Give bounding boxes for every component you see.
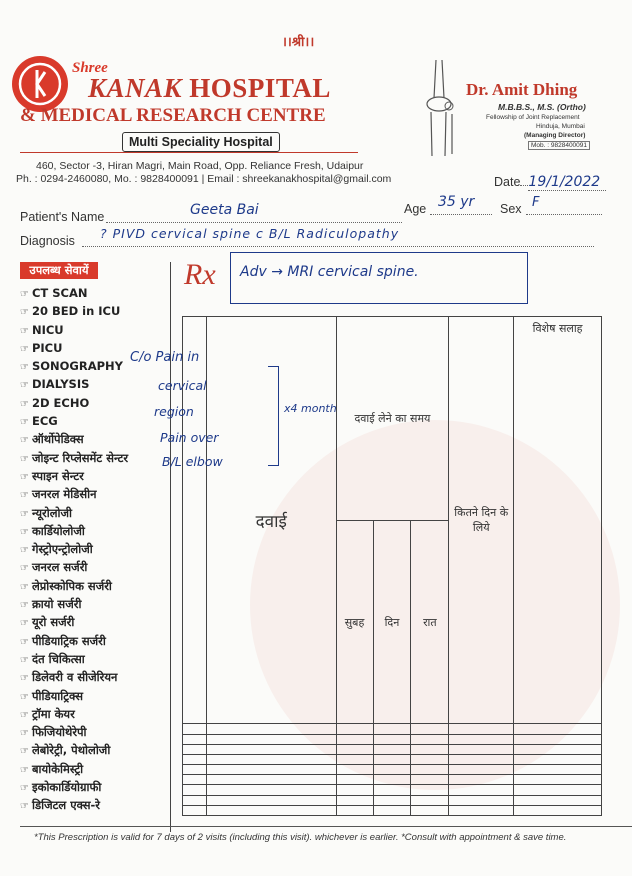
diagnosis-line [82, 246, 594, 247]
table-row [183, 724, 602, 734]
service-item [20, 577, 128, 595]
pointing-hand-icon: ☞ [20, 325, 29, 337]
service-label: क्रायो सर्जरी [31, 597, 82, 612]
table-cell [373, 734, 411, 744]
pointing-hand-icon: ☞ [20, 600, 29, 612]
shree-label: Shree [72, 60, 108, 76]
pointing-hand-icon: ☞ [20, 691, 29, 703]
table-cell [411, 805, 449, 815]
date-field [494, 174, 600, 190]
pointing-hand-icon: ☞ [20, 563, 29, 575]
table-cell [336, 785, 373, 795]
service-label: PICU [31, 340, 63, 355]
medicine-header: दवाई [206, 317, 336, 724]
service-label: पीडियाट्रिक्स [31, 688, 84, 703]
table-cell [206, 775, 336, 785]
service-label: NICU [31, 322, 64, 337]
pointing-hand-icon: ☞ [20, 618, 29, 630]
service-item [20, 284, 128, 302]
table-cell [183, 744, 207, 754]
table-cell [411, 734, 449, 744]
advice-text: Adv → MRI cervical spine. [240, 264, 419, 280]
service-label: स्पाइन सेन्टर [31, 468, 84, 483]
table-cell [449, 805, 514, 815]
service-item [20, 375, 128, 393]
table-cell [449, 785, 514, 795]
date-underline [528, 190, 606, 191]
table-cell [206, 744, 336, 754]
service-label: DIALYSIS [31, 377, 90, 392]
service-item [20, 357, 128, 375]
pointing-hand-icon: ☞ [20, 307, 29, 319]
service-item [20, 723, 128, 741]
doctor-fellowship: Fellowship of Joint Replacement [486, 114, 580, 121]
pointing-hand-icon: ☞ [20, 398, 29, 410]
service-item [20, 595, 128, 613]
table-cell [514, 744, 602, 754]
table-cell [183, 805, 207, 815]
pointing-hand-icon: ☞ [20, 746, 29, 758]
service-label: 20 BED in ICU [31, 304, 121, 319]
table-cell [411, 775, 449, 785]
table-cell [514, 805, 602, 815]
pointing-hand-icon: ☞ [20, 362, 29, 374]
table-cell [206, 805, 336, 815]
pointing-hand-icon: ☞ [20, 709, 29, 721]
medicine-table [182, 316, 602, 816]
pointing-hand-icon: ☞ [20, 654, 29, 666]
table-cell [183, 775, 207, 785]
pointing-hand-icon: ☞ [20, 471, 29, 483]
table-cell [206, 734, 336, 744]
sex-value: F [532, 195, 540, 210]
table-cell [336, 744, 373, 754]
service-item [20, 796, 128, 814]
hospital-name [88, 73, 331, 104]
pointing-hand-icon: ☞ [20, 636, 29, 648]
service-item [20, 449, 128, 467]
age-line [430, 214, 492, 215]
table-cell [336, 765, 373, 775]
service-item [20, 650, 128, 668]
rx-symbol: Rx [184, 258, 216, 291]
service-label: बायोकेमिस्ट्री [31, 761, 84, 776]
table-cell [373, 754, 411, 764]
pointing-hand-icon: ☞ [20, 453, 29, 465]
footer-note: *This Prescription is valid for 7 days of 2 visits (including this visit). whichever is earlier. *Consult with appointment & save time. [34, 832, 567, 843]
date-label: Date [494, 175, 521, 189]
complaint-line-2: cervical [158, 378, 207, 393]
service-item [20, 339, 128, 357]
table-row [183, 795, 602, 805]
table-cell [449, 765, 514, 775]
service-item [20, 412, 128, 430]
table-cell [373, 785, 411, 795]
table-cell [514, 795, 602, 805]
service-item [20, 613, 128, 631]
service-label: न्यूरोलोजी [31, 505, 72, 520]
service-item [20, 430, 128, 448]
logo-k-icon [12, 56, 68, 112]
table-cell [183, 765, 207, 775]
patient-name-line [106, 222, 402, 223]
diagnosis-value: ? PIVD cervical spine c B/L Radiculopathy [100, 226, 400, 241]
diagnosis-label: Diagnosis [20, 234, 75, 248]
hospital-address: 460, Sector -3, Hiran Magri, Main Road, Opp. Reliance Fresh, Udaipur [36, 160, 364, 172]
pointing-hand-icon: ☞ [20, 545, 29, 557]
service-label: फिजियोथेरेपी [31, 725, 87, 740]
age-value: 35 yr [438, 194, 475, 210]
table-row [183, 754, 602, 764]
days-header: कितने दिन के लिये [449, 317, 514, 724]
service-item [20, 540, 128, 558]
table-cell [514, 724, 602, 734]
service-label: डिलेवरी व सीजेरियन [31, 670, 118, 685]
service-item [20, 467, 128, 485]
pointing-hand-icon: ☞ [20, 343, 29, 355]
special-advice-header: विशेष सलाह [514, 317, 602, 724]
complaint-line-5: B/L elbow [162, 454, 223, 469]
service-label: पीडियाट्रिक सर्जरी [31, 633, 106, 648]
hospital-name-kanak: KANAK [88, 73, 183, 103]
hospital-name-rest: HOSPITAL [182, 73, 331, 103]
service-label: ECG [31, 414, 58, 429]
table-row [183, 775, 602, 785]
table-cell [514, 754, 602, 764]
pointing-hand-icon: ☞ [20, 783, 29, 795]
table-cell [373, 795, 411, 805]
pointing-hand-icon: ☞ [20, 380, 29, 392]
service-label: ट्रॉमा केयर [31, 706, 75, 721]
table-cell [183, 785, 207, 795]
pointing-hand-icon: ☞ [20, 526, 29, 538]
footer-divider [20, 826, 632, 827]
table-cell [449, 795, 514, 805]
table-cell [373, 724, 411, 734]
table-cell [411, 785, 449, 795]
duration-note: x4 month [284, 402, 337, 415]
table-cell [336, 805, 373, 815]
pointing-hand-icon: ☞ [20, 508, 29, 520]
table-cell [514, 734, 602, 744]
table-row [183, 785, 602, 795]
doctor-degrees: M.B.B.S., M.S. (Ortho) [498, 102, 586, 112]
service-label: इकोकार्डियोग्राफी [31, 780, 102, 795]
service-item [20, 302, 128, 320]
table-cell [183, 734, 207, 744]
service-label: ऑर्थोपेडिक्स [31, 432, 84, 447]
table-cell [449, 775, 514, 785]
table-cell [449, 734, 514, 744]
table-cell [514, 785, 602, 795]
complaint-line-4: Pain over [160, 430, 219, 445]
table-row [183, 805, 602, 815]
doctor-role: (Managing Director) [524, 132, 586, 139]
service-label: 2D ECHO [31, 395, 90, 410]
service-item [20, 522, 128, 540]
pointing-hand-icon: ☞ [20, 417, 29, 429]
service-label: जनरल सर्जरी [31, 560, 88, 575]
timing-header: दवाई लेने का समय [336, 317, 449, 521]
service-item [20, 705, 128, 723]
pointing-hand-icon: ☞ [20, 673, 29, 685]
header-divider [20, 152, 358, 153]
table-cell [206, 754, 336, 764]
table-cell [336, 754, 373, 764]
pointing-hand-icon: ☞ [20, 801, 29, 813]
day-header: दिन [373, 520, 411, 724]
service-label: SONOGRAPHY [31, 359, 124, 374]
service-item [20, 778, 128, 796]
table-cell [449, 744, 514, 754]
service-label: जोइन्ट रिप्लेसमेंट सेन्टर [31, 450, 129, 465]
table-cell [373, 765, 411, 775]
hospital-logo [12, 56, 68, 112]
pointing-hand-icon: ☞ [20, 289, 29, 300]
table-cell [183, 754, 207, 764]
table-cell [183, 724, 207, 734]
shree-symbol: ।।श्री।। [282, 35, 315, 50]
table-cell [206, 724, 336, 734]
sex-label: Sex [500, 202, 522, 216]
night-header: रात [411, 520, 449, 724]
knee-skeleton-icon [416, 58, 462, 158]
pointing-hand-icon: ☞ [20, 581, 29, 593]
service-label: जनरल मेडिसीन [31, 487, 97, 502]
pointing-hand-icon: ☞ [20, 435, 29, 447]
complaint-bracket [268, 366, 279, 466]
table-cell [449, 754, 514, 764]
doctor-mobile: Mob. : 9828400091 [528, 141, 590, 150]
table-cell [411, 724, 449, 734]
pointing-hand-icon: ☞ [20, 764, 29, 776]
service-item [20, 741, 128, 759]
hospital-contact: Ph. : 0294-2460080, Mo. : 9828400091 | Email : shreekanakhospital@gmail.com [16, 173, 392, 185]
sex-line [526, 214, 602, 215]
complaint-line-1: C/o Pain in [130, 350, 200, 365]
hospital-subtitle: & MEDICAL RESEARCH CENTRE [20, 105, 326, 126]
patient-name-label: Patient's Name [20, 210, 105, 224]
doctor-location: Hinduja, Mumbai [536, 123, 585, 130]
service-item [20, 687, 128, 705]
sidebar-divider [170, 262, 171, 832]
service-item [20, 504, 128, 522]
services-title: उपलब्ध सेवायें [20, 262, 98, 279]
table-cell [206, 785, 336, 795]
service-item [20, 394, 128, 412]
table-cell [411, 765, 449, 775]
pointing-hand-icon: ☞ [20, 728, 29, 740]
service-label: लेबोरेट्री, पेथोलोजी [31, 743, 111, 758]
pointing-hand-icon: ☞ [20, 490, 29, 502]
service-label: यूरो सर्जरी [31, 615, 75, 630]
age-label: Age [404, 202, 427, 216]
table-cell [336, 795, 373, 805]
table-row [183, 734, 602, 744]
table-cell [411, 744, 449, 754]
table-cell [336, 724, 373, 734]
table-cell [373, 744, 411, 754]
table-row [183, 765, 602, 775]
service-label: कार्डियोलोजी [31, 523, 85, 538]
table-cell [449, 724, 514, 734]
service-label: डिजिटल एक्स-रे [31, 798, 101, 813]
service-item [20, 321, 128, 339]
service-item [20, 558, 128, 576]
service-label: गेस्ट्रोएन्ट्रोलोजी [31, 542, 93, 557]
services-list [20, 284, 128, 815]
service-item [20, 760, 128, 778]
doctor-name: Dr. Amit Dhing [466, 80, 578, 99]
table-cell [373, 775, 411, 785]
table-cell [514, 775, 602, 785]
table-cell [206, 795, 336, 805]
table-cell [373, 805, 411, 815]
table-cell [183, 795, 207, 805]
table-cell [206, 765, 336, 775]
date-value: 19/1/2022 [528, 174, 601, 190]
table-cell [411, 754, 449, 764]
table-row [183, 744, 602, 754]
service-item [20, 668, 128, 686]
table-cell [514, 765, 602, 775]
table-cell [336, 734, 373, 744]
complaint-line-3: region [154, 404, 194, 419]
service-item [20, 485, 128, 503]
service-label: दंत चिकित्सा [31, 651, 85, 666]
service-label: लेप्रोस्कोपिक सर्जरी [31, 578, 112, 593]
morning-header: सुबह [336, 520, 373, 724]
patient-name-value: Geeta Bai [190, 202, 259, 218]
multi-speciality-badge: Multi Speciality Hospital [122, 132, 280, 152]
table-cell [411, 795, 449, 805]
table-cell [336, 775, 373, 785]
service-item [20, 632, 128, 650]
service-label: CT SCAN [31, 286, 88, 300]
